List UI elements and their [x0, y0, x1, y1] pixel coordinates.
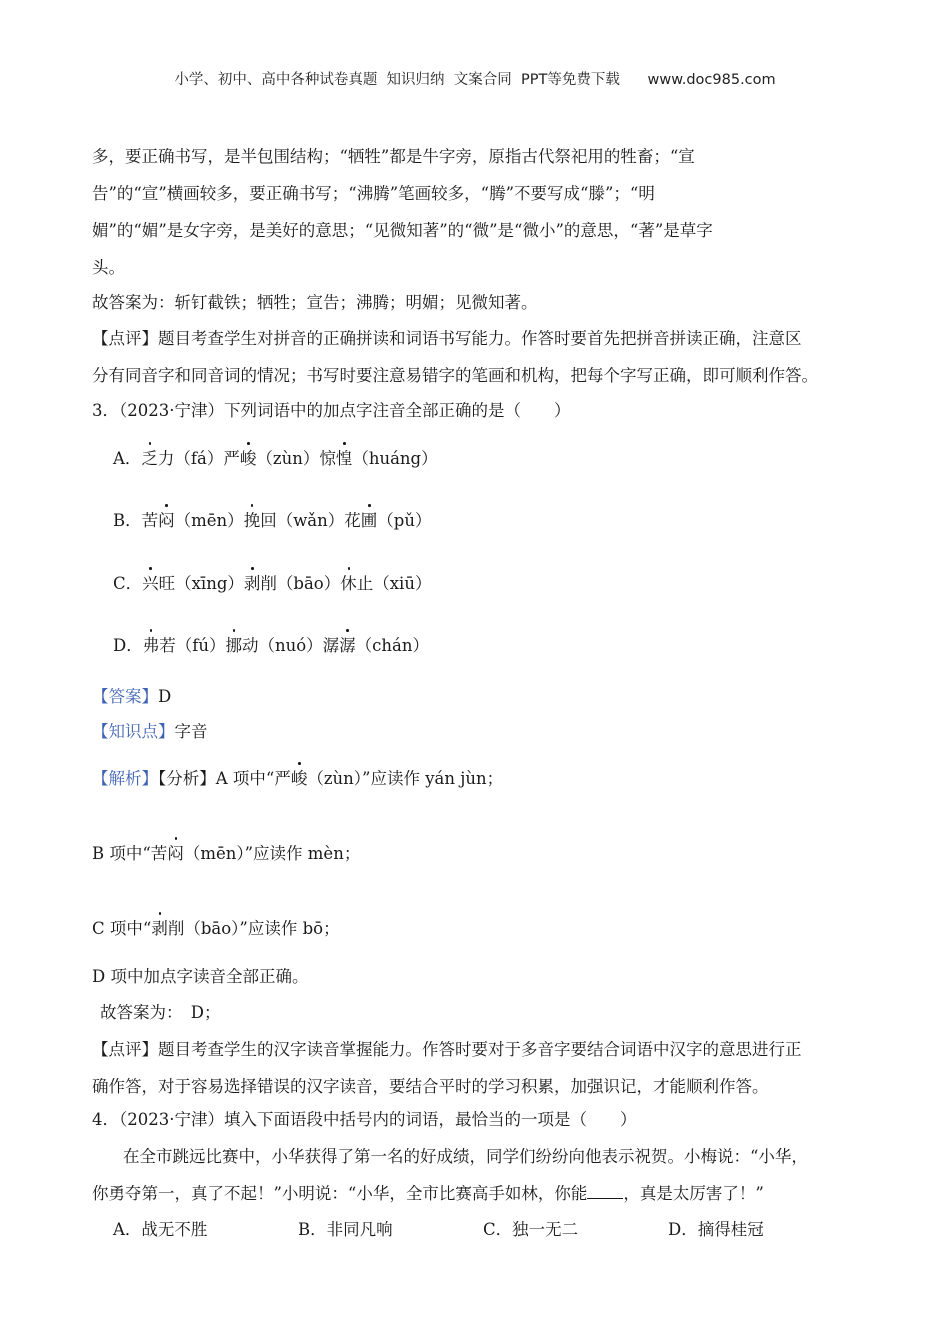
q4-passage-line-2 [92, 1183, 764, 1205]
pinyin: （xiū） [373, 574, 432, 593]
option-label: D． [113, 636, 143, 655]
option-label: B． [113, 511, 142, 530]
pinyin: （zùn） [256, 449, 320, 468]
analysis-text: （zùn）”应读作 yán jùn； [307, 769, 504, 788]
page-header: 小学、初中、高中各种试卷真题 知识归纳 文案合同 PPT等免费下载 www.doc985.com [174, 72, 776, 88]
char: 苦 [141, 511, 159, 530]
knowledge-value: 字音 [174, 722, 208, 741]
pinyin: （nuó） [258, 636, 323, 655]
comment-tag: 【点评】 [92, 329, 158, 348]
char: 止 [356, 574, 374, 593]
passage-text: 你勇夺第一，真了不起！”小明说：“小华，全市比赛高手如林，你能 [92, 1184, 588, 1203]
dotted-char: 剥 [151, 919, 168, 938]
q3-option-d [113, 635, 429, 657]
dotted-char: 惶 [335, 449, 353, 468]
comment-text: 题目考查学生的汉字读音掌握能力。作答时要对于多音字要结合词语中汉字的意思进行正 [158, 1040, 802, 1059]
dotted-char: 挪 [225, 636, 242, 655]
char: 力 [157, 449, 175, 468]
q3-analysis-a [92, 768, 503, 790]
pinyin: （chán） [355, 636, 429, 655]
pinyin: （wǎn） [276, 511, 345, 530]
pinyin: （mēn） [174, 511, 244, 530]
pinyin: （pǔ） [377, 511, 432, 530]
q2-answer: 故答案为：斩钉截铁；牺牲；宣告；沸腾；明媚；见微知著。 [92, 293, 538, 312]
analysis-text: 削（bāo）”应读作 bō； [167, 919, 340, 938]
q2-explanation-line-1: 多，要正确书写，是半包围结构；“牺牲”都是牛字旁，原指古代祭祀用的牲畜；“宣 [92, 147, 695, 166]
q4-choice-a: A．战无不胜 [113, 1220, 208, 1239]
pinyin: （fá） [174, 449, 224, 468]
dotted-char: 闷 [158, 511, 175, 530]
dotted-char: 剥 [243, 574, 261, 593]
pinyin: （fú） [175, 636, 226, 655]
q2-comment-line-1 [92, 328, 802, 350]
analysis-text: B 项中“苦 [92, 844, 168, 863]
char: 动 [241, 636, 259, 655]
q3-comment-line-2: 确作答，对于容易选择错误的汉字读音，要结合平时的学习积累，加强识记，才能顺利作答。 [92, 1077, 769, 1096]
pinyin: （bāo） [276, 574, 341, 593]
char: 旺 [158, 574, 176, 593]
q3-analysis-c [92, 918, 340, 940]
char: 花 [344, 511, 361, 530]
dotted-char: 兴 [142, 574, 159, 593]
q4-passage-line-1: 在全市跳远比赛中，小华获得了第一名的好成绩，同学们纷纷向他表示祝贺。小梅说：“小华， [123, 1147, 808, 1166]
q2-explanation-line-2: 告”的“宣”横画较多，要正确书写；“沸腾”笔画较多，“腾”不要写成“滕”；“明 [92, 184, 655, 203]
dotted-char: 峻 [290, 769, 308, 788]
dotted-char: 弗 [142, 636, 160, 655]
q2-explanation-line-4: 头。 [92, 258, 125, 277]
q3-final-answer: 故答案为： D； [100, 1003, 221, 1022]
answer-value: D [158, 687, 172, 706]
q3-option-a [113, 448, 438, 470]
char: 削 [260, 574, 277, 593]
option-label: A． [113, 449, 142, 468]
char: 若 [159, 636, 176, 655]
fill-blank [587, 1184, 623, 1199]
q3-option-c [113, 573, 431, 595]
answer-tag: 【答案】 [92, 687, 158, 706]
dotted-char: 圃 [360, 511, 378, 530]
q3-comment-line-1 [92, 1039, 802, 1061]
q3-answer [92, 686, 171, 708]
char: 惊 [319, 449, 336, 468]
q3-knowledge [92, 721, 208, 743]
q3-option-b [113, 510, 431, 532]
q3-analysis-d: D 项中加点字读音全部正确。 [92, 967, 309, 986]
dotted-char: 峻 [239, 449, 257, 468]
analysis-text: （mēn）”应读作 mèn； [183, 844, 361, 863]
comment-tag: 【点评】 [92, 1040, 158, 1059]
knowledge-tag: 【知识点】 [92, 722, 175, 741]
q3-stem: 3．（2023·宁津）下列词语中的加点字注音全部正确的是（ ） [92, 401, 571, 420]
q2-comment-line-2: 分有同音字和同音词的情况；书写时要注意易错字的笔画和机构，把每个字写正确，即可顺利作答。 [92, 366, 818, 385]
comment-text: 题目考查学生对拼音的正确拼读和词语书写能力。作答时要首先把拼音拼读正确，注意区 [158, 329, 802, 348]
q2-explanation-line-3: 媚”的“媚”是女字旁，是美好的意思；“见微知著”的“微”是“微小”的意思，“著”是草字 [92, 221, 713, 240]
passage-text: ，真是太厉害了！” [623, 1184, 764, 1203]
analysis-text: C 项中“ [92, 919, 152, 938]
q3-analysis-b [92, 843, 360, 865]
analysis-tag: 【解析】 [92, 769, 158, 788]
dotted-char: 乏 [141, 449, 158, 468]
q4-choice-b: B．非同凡响 [298, 1220, 393, 1239]
dotted-char: 闷 [167, 844, 184, 863]
dotted-char: 潺 [339, 636, 356, 655]
char: 回 [260, 511, 277, 530]
pinyin: （xīng） [175, 574, 244, 593]
pinyin: （huáng） [352, 449, 438, 468]
option-label: C． [113, 574, 143, 593]
char: 严 [223, 449, 240, 468]
q4-choice-d: D．摘得桂冠 [668, 1220, 764, 1239]
analysis-text: 【分析】A 项中“严 [158, 769, 291, 788]
dotted-char: 挽 [243, 511, 261, 530]
char: 潺 [322, 636, 340, 655]
q4-choice-c: C．独一无二 [483, 1220, 579, 1239]
dotted-char: 休 [340, 574, 357, 593]
q4-stem: 4．（2023·宁津）填入下面语段中括号内的词语，最恰当的一项是（ ） [92, 1110, 637, 1129]
